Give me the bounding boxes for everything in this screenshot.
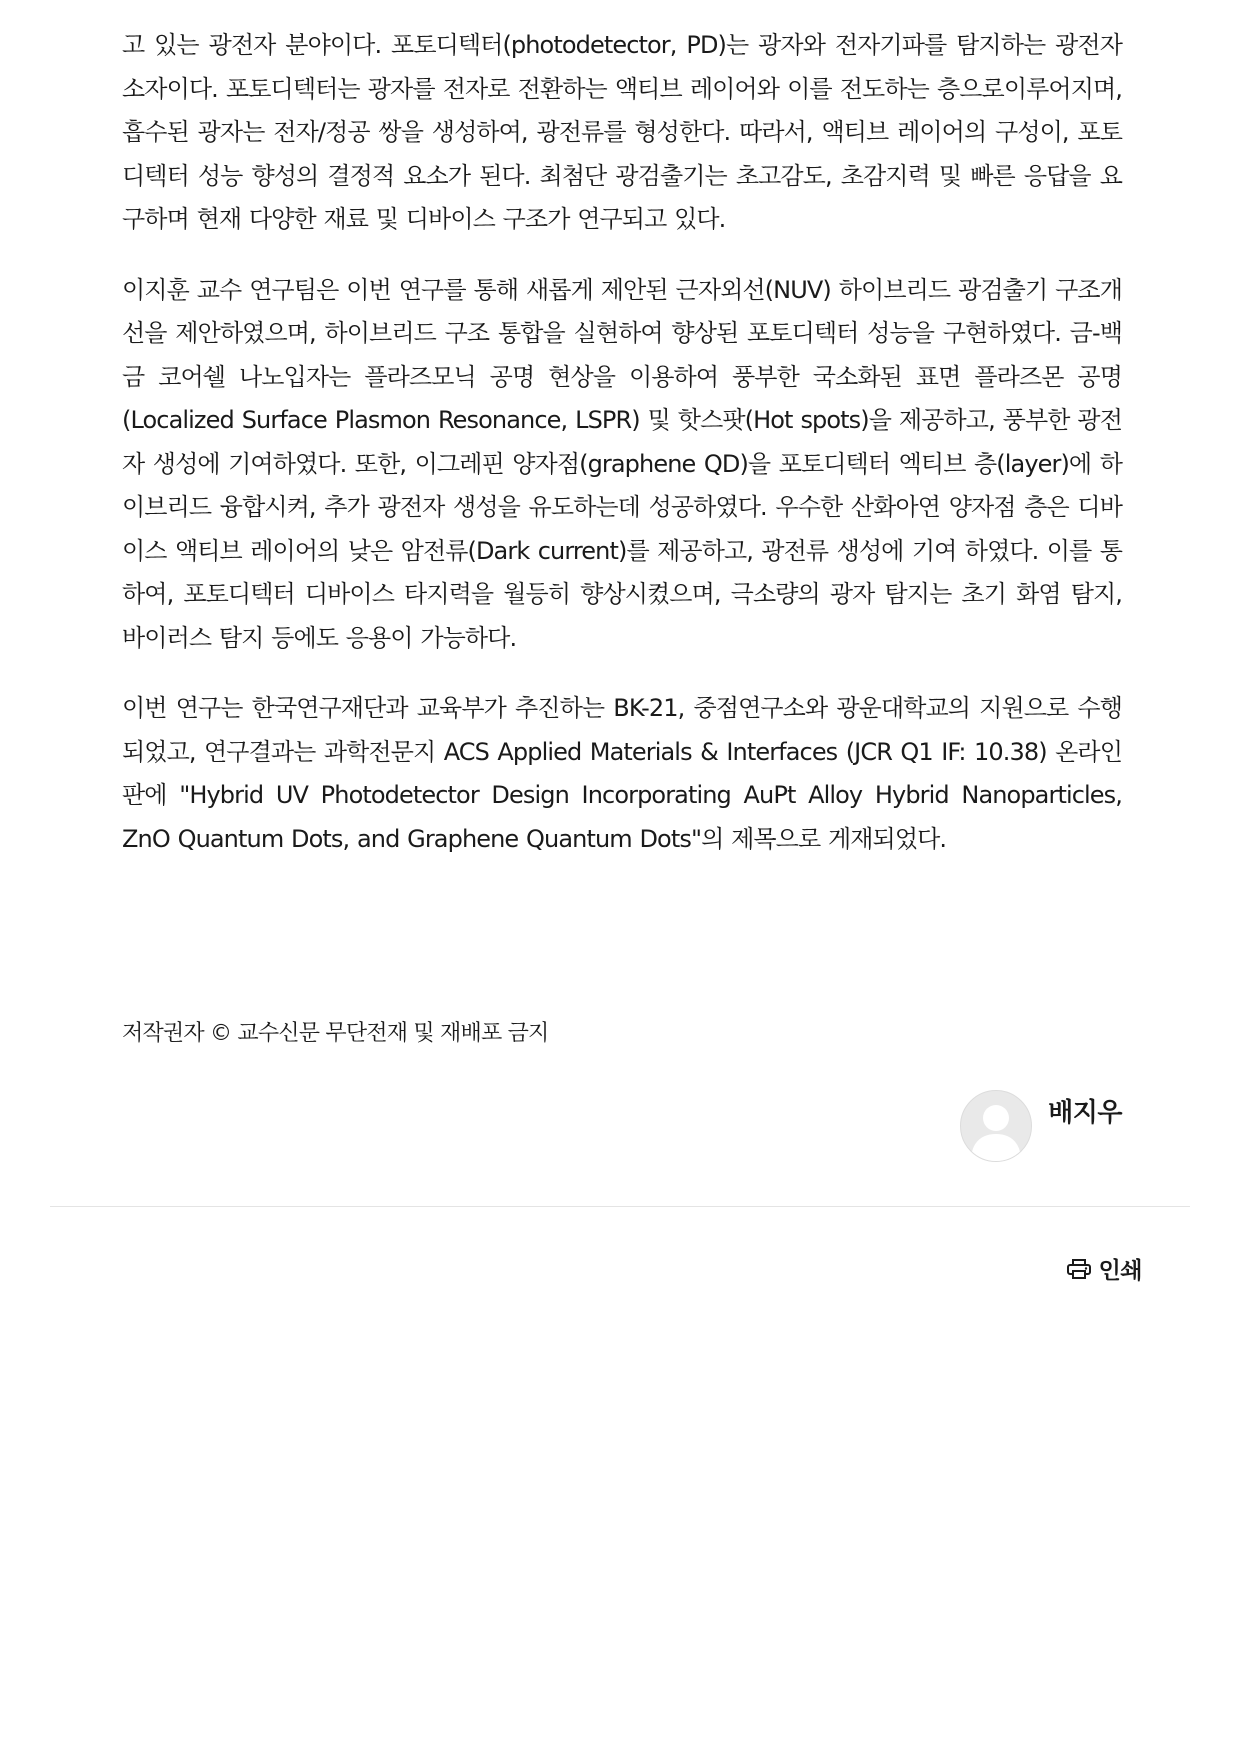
print-button[interactable] — [1067, 1252, 1142, 1285]
author-name[interactable]: 배지우 — [1048, 1098, 1122, 1128]
printer-icon — [1067, 1259, 1091, 1279]
author-byline[interactable] — [960, 1090, 1122, 1162]
article-body — [122, 24, 1122, 888]
default-user-avatar-icon[interactable] — [960, 1090, 1032, 1162]
print-label: 인쇄 — [1098, 1258, 1142, 1284]
article-paragraph-2: 이지훈 교수 연구팀은 이번 연구를 통해 새롭게 제안된 근자외선(NUV) 하이브리드 광검출기 구조개선을 제안하였으며, 하이브리드 구조 통합을 실현하여 향상된 포토디텍터 성능을 구현하였다. 금-백금 코어쉘 나노입자는 플라즈모닉 공명 현상을 이용하여 풍부한 국소화된 표면 플라즈몬 공명 (Localized Surface Plasmon Resonance, LSPR) 및 핫스팟(Hot spots)을 제공하고, 풍부한 광전자 생성에 기여하였다. 또한, 이그레핀 양자점(graphene QD)을 포토디텍터 엑티브 층(layer)에 하이브리드 융합시켜, 추가 광전자 생성을 유도하는데 성공하였다. 우수한 산화아연 양자점 층은 디바이스 액티브 레이어의 낮은 암전류(Dark current)를 제공하고, 광전류 생성에 기여 하였다. 이를 통하여, 포토디텍터 디바이스 타지력을 월등히 향상시켰으며, 극소량의 광자 탐지는 초기 화염 탐지, 바이러스 탐지 등에도 응용이 가능하다. — [122, 275, 1122, 652]
article-paragraph-1: 고 있는 광전자 분야이다. 포토디텍터(photodetector, PD)는 광자와 전자기파를 탐지하는 광전자 소자이다. 포토디텍터는 광자를 전자로 전환하는 액티브 레이어와 이를 전도하는 층으로이루어지며, 흡수된 광자는 전자/정공 쌍을 생성하여, 광전류를 형성한다. 따라서, 액티브 레이어의 구성이, 포토디텍터 성능 향성의 결정적 요소가 된다. 최첨단 광검출기는 초고감도, 초감지력 및 빠른 응답을 요구하며 현재 다양한 재료 및 디바이스 구조가 연구되고 있다. — [122, 31, 1122, 233]
copyright-notice: 저작권자 © 교수신문 무단전재 및 재배포 금지 — [122, 1021, 549, 1046]
article-paragraph-3: 이번 연구는 한국연구재단과 교육부가 추진하는 BK-21, 중점연구소와 광운대학교의 지원으로 수행되었고, 연구결과는 과학전문지 ACS Applied Materials & Interfaces (JCR Q1 IF: 10.38) 온라인 판에 "Hybrid UV Photodetector Design Incorporating AuPt Alloy Hybrid Nanoparticles, ZnO Quantum Dots, and Graphene Quantum Dots"의 제목으로 게재되었다. — [122, 694, 1122, 853]
section-divider — [50, 1206, 1190, 1207]
